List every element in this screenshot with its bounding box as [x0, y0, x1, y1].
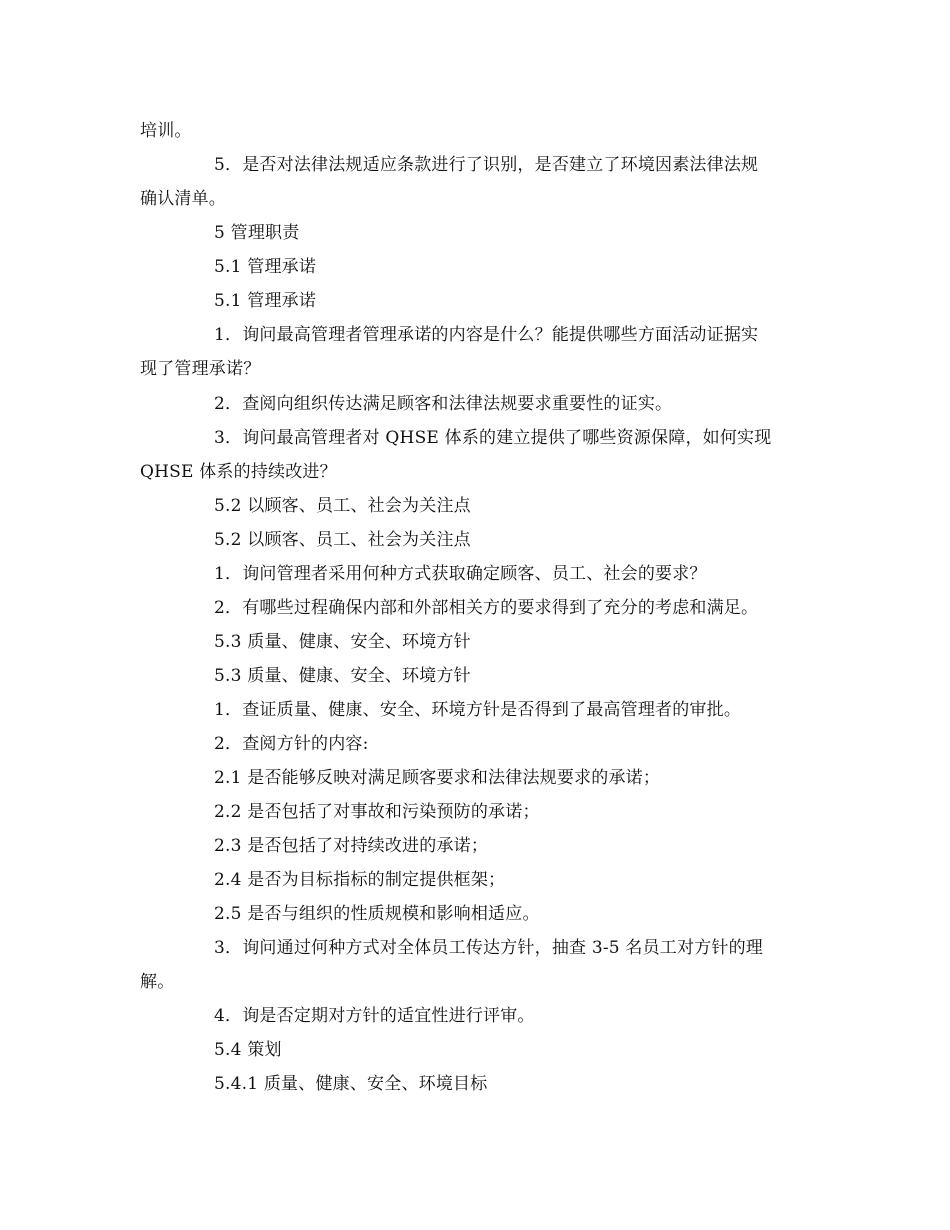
text-line: 2.5 是否与组织的性质规模和影响相适应。 — [214, 904, 540, 924]
text-line: 3．询问最高管理者对 QHSE 体系的建立提供了哪些资源保障，如何实现 — [214, 428, 772, 448]
section-heading: 5 管理职责 — [214, 223, 300, 243]
text-line: 确认清单。 — [140, 189, 226, 209]
text-line: 2．有哪些过程确保内部和外部相关方的要求得到了充分的考虑和满足。 — [214, 598, 759, 618]
subsection-heading: 5.1 管理承诺 — [214, 291, 317, 311]
text-line: 2.3 是否包括了对持续改进的承诺； — [214, 836, 489, 856]
text-line: 1．询问最高管理者管理承诺的内容是什么？能提供哪些方面活动证据实 — [214, 325, 759, 345]
text-line: 2．查阅向组织传达满足顾客和法律法规要求重要性的证实。 — [214, 394, 673, 414]
subsection-heading: 5.1 管理承诺 — [214, 257, 317, 277]
text-line: 2.1 是否能够反映对满足顾客要求和法律法规要求的承诺； — [214, 768, 661, 788]
text-line: 现了管理承诺？ — [140, 359, 261, 379]
subsection-heading: 5.3 质量、健康、安全、环境方针 — [214, 632, 471, 652]
text-line: 3．询问通过何种方式对全体员工传达方针，抽查 3-5 名员工对方针的理 — [214, 938, 763, 958]
subsection-heading: 5.4 策划 — [214, 1040, 282, 1060]
subsection-heading: 5.4.1 质量、健康、安全、环境目标 — [214, 1074, 488, 1094]
text-line: 1．询问管理者采用何种方式获取确定顾客、员工、社会的要求？ — [214, 564, 707, 584]
subsection-heading: 5.2 以顾客、员工、社会为关注点 — [214, 496, 471, 516]
text-line: 2.4 是否为目标指标的制定提供框架； — [214, 870, 506, 890]
text-line: 解。 — [140, 972, 175, 992]
text-line: 2．查阅方针的内容: — [214, 734, 369, 754]
text-line: QHSE 体系的持续改进？ — [140, 462, 337, 482]
text-line: 5．是否对法律法规适应条款进行了识别，是否建立了环境因素法律法规 — [214, 155, 759, 175]
text-line: 2.2 是否包括了对事故和污染预防的承诺； — [214, 802, 540, 822]
subsection-heading: 5.3 质量、健康、安全、环境方针 — [214, 666, 471, 686]
text-line: 4．询是否定期对方针的适宜性进行评审。 — [214, 1006, 535, 1026]
subsection-heading: 5.2 以顾客、员工、社会为关注点 — [214, 530, 471, 550]
text-line: 培训。 — [140, 121, 192, 141]
text-line: 1．查证质量、健康、安全、环境方针是否得到了最高管理者的审批。 — [214, 700, 742, 720]
